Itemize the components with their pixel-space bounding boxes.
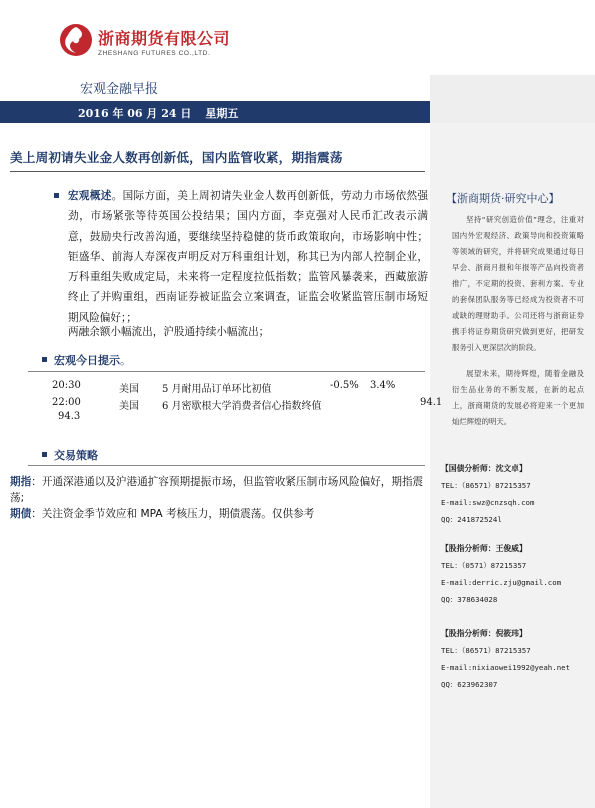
report-date: 2016 年 06 月 24 日 [78, 107, 192, 120]
calendar-actual: 3.4% [370, 380, 396, 391]
strategy-label: 期指 [10, 476, 32, 488]
analyst-card [441, 460, 591, 528]
calendar-event: 6 月密歇根大学消费者信心指数终值 [162, 401, 322, 412]
square-bullet-icon [54, 193, 59, 198]
calendar-previous: -0.5% [330, 380, 359, 391]
calendar-previous: 94.1 [420, 397, 443, 408]
analyst-email[interactable]: E-mail:derric.zju@gmail.com [441, 578, 562, 587]
calendar-divider [28, 371, 425, 372]
calendar-wrapped-value: 94.3 [58, 411, 81, 422]
overview-tail: 两融余额小幅流出，沪股通持续小幅流出； [68, 326, 270, 338]
company-name-en: ZHESHANG FUTURES CO.,LTD. [98, 50, 211, 57]
report-weekday: 星期五 [205, 107, 239, 120]
calendar-title: 宏观今日提示。 [54, 354, 131, 367]
square-bullet-icon [42, 357, 47, 362]
report-date-line [78, 105, 238, 121]
macro-overview [68, 186, 428, 328]
analyst-card [441, 625, 591, 693]
strategy-text: 关注资金季节效应和 MPA 考核压力，期债震荡。仅供参考 [41, 508, 315, 520]
analyst-title: 【国债分析师：沈文卓】 [441, 464, 527, 473]
headline: 美上周初请失业金人数再创新低，国内监管收紧，期指震荡 [10, 150, 343, 165]
research-center-title: 【浙商期货·研究中心】 [446, 192, 560, 205]
strategy-index-futures: 期指：开通深港通以及沪港通扩容预期提振市场，但监管收紧压制市场风险偏好，期指震荡; [10, 476, 424, 504]
strategy-text: 开通深港通以及沪港通扩容预期提振市场，但监管收紧压制市场风险偏好，期指震荡; [10, 476, 424, 504]
analyst-title: 【股指分析师：王俊威】 [441, 544, 527, 553]
research-center-intro: 坚持“研究创造价值”理念，注重对国内外宏观经济、政策导向和投资策略等领域的研究，并将研究成果通过每日早会、浙商月报和年报等产品向投资者推广，不定期的投资、套利方案、专业的套保团队服务等已经成为投资者不可或缺的理财助手。公司还将与浙商证券携手将证券期货研究做到更好，把研发服务引入更深层次的阶段。 [452, 215, 584, 352]
calendar-time: 20:30 [52, 380, 81, 391]
company-logo [58, 20, 238, 64]
research-center-outlook: 展望未来，期待辉煌，随着金融及衍生品业务的不断发展，在新的起点上，浙商期货的发展必将迎来一个更加灿烂辉煌的明天。 [452, 369, 584, 426]
strategy-label: 期债 [10, 508, 32, 520]
calendar-time: 22:00 [52, 397, 81, 408]
calendar-event: 5 月耐用品订单环比初值 [162, 384, 272, 395]
company-name-cn: 浙商期货有限公司 [98, 29, 231, 48]
analyst-title: 【股指分析师：倪筱玮】 [441, 629, 527, 638]
overview-text: 国际方面，美上周初请失业金人数再创新低，劳动力市场依然强劲，市场紧张等待英国公投结果；国内方面，李克强对人民币汇改表示满意，鼓励央行改善沟通，要继续坚持稳健的货币政策取向，市场影响中性；钜盛华、前海人寿深夜声明反对万科重组计划，称其已为内部人控制企业，万科重组失败成定局，未来将一定程度拉低指数；监管风暴袭来，西藏旅游终止了并购重组，西南证券被证监会立案调查，证监会收紧监管压制市场短期风险偏好；； [68, 190, 429, 324]
analyst-email[interactable]: E-mail:swz@cnzsqh.com [441, 498, 535, 507]
strategy-divider [28, 465, 425, 466]
report-type: 宏观金融早报 [80, 82, 159, 97]
analyst-card [441, 540, 591, 608]
analyst-tel: TEL：（86571）87215357 [441, 646, 531, 655]
zheshang-logo-icon [58, 22, 94, 58]
analyst-email[interactable]: E-mail:nixiaowei1992@yeah.net [441, 663, 571, 672]
analyst-tel: TEL：（86571）87215357 [441, 481, 531, 490]
analyst-qq: QQ：623962307 [441, 680, 498, 689]
analyst-qq: QQ：378634028 [441, 595, 498, 604]
strategy-bond-futures: 期债：关注资金季节效应和 MPA 考核压力，期债震荡。仅供参考 [10, 508, 315, 520]
analyst-tel: TEL：（0571）87215357 [441, 561, 527, 570]
calendar-country: 美国 [119, 384, 139, 395]
calendar-country: 美国 [119, 401, 139, 412]
overview-label: 宏观概述 [68, 190, 112, 202]
calendar-row [52, 397, 443, 412]
analyst-qq: QQ：241872524l [441, 515, 502, 524]
overview-label-sep: 。 [111, 190, 123, 202]
headline-divider [10, 171, 425, 172]
calendar-row [52, 380, 432, 394]
strategy-title: 交易策略 [54, 449, 98, 462]
square-bullet-icon [42, 452, 47, 457]
sidebar [430, 75, 595, 808]
